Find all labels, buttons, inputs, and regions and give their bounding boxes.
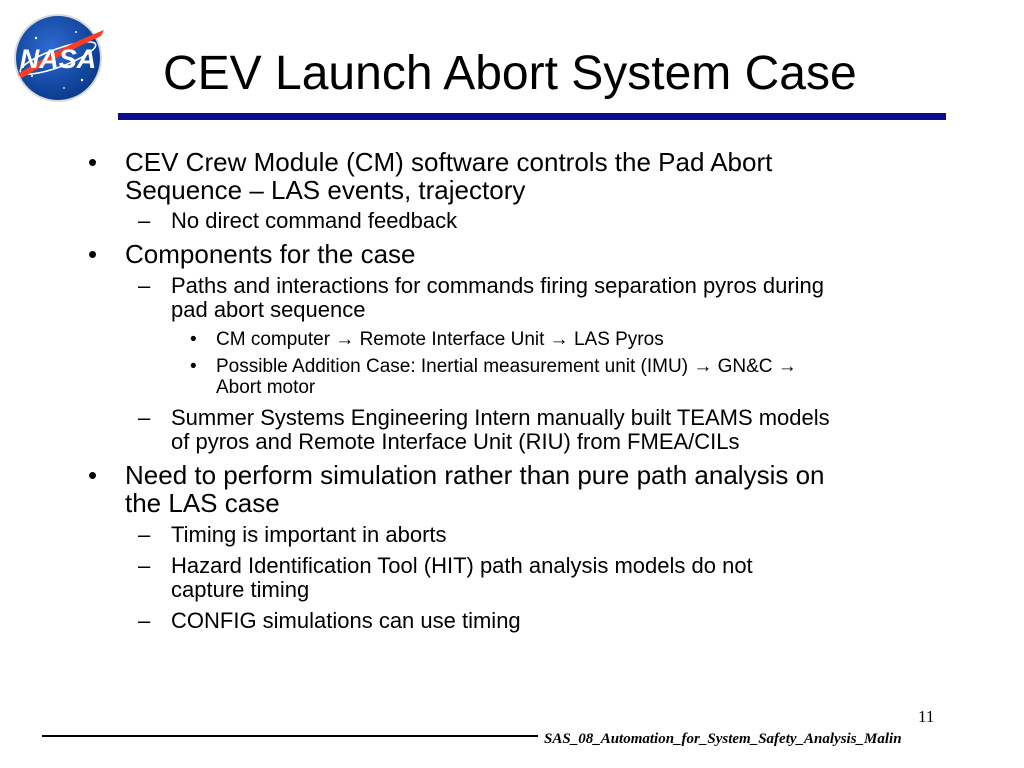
- page-number: 11: [918, 707, 935, 726]
- sub-bullet-text: Summer Systems Engineering Intern manually built TEAMS models: [171, 405, 830, 430]
- sub-bullet-text: CONFIG simulations can use timing: [171, 608, 521, 633]
- bullet-mark: •: [88, 147, 98, 177]
- sub-sub-bullet-text: Possible Addition Case: Inertial measurement unit (IMU) → GN&C →: [216, 356, 797, 377]
- bullet-text: Components for the case: [125, 239, 416, 269]
- sub-bullet-item: [138, 608, 521, 633]
- footer-rule: [42, 735, 538, 737]
- sub-sub-bullet-text: CM computer → Remote Interface Unit → LAS Pyros: [216, 329, 664, 350]
- sub-bullet-item: [138, 273, 825, 322]
- sub-bullet-item: [138, 553, 753, 602]
- bullet-continuation: the LAS case: [125, 488, 280, 518]
- sub-bullet-mark: –: [138, 522, 151, 547]
- sub-bullet-continuation: of pyros and Remote Interface Unit (RIU) from FMEA/CILs: [171, 429, 740, 454]
- sub-sub-bullet-continuation: Abort motor: [216, 377, 316, 398]
- nasa-logo-text: NASA: [19, 44, 97, 74]
- sub-bullet-text: Paths and interactions for commands firing separation pyros during: [171, 273, 825, 298]
- bullet-mark: •: [88, 460, 98, 490]
- sub-bullet-continuation: capture timing: [171, 577, 310, 602]
- slide-title: CEV Launch Abort System Case: [163, 47, 857, 100]
- sub-bullet-mark: –: [138, 405, 151, 430]
- sub-bullet-mark: –: [138, 608, 151, 633]
- bullet-mark: •: [88, 239, 98, 269]
- sub-sub-bullet-mark: •: [190, 356, 197, 377]
- bullet-text: CEV Crew Module (CM) software controls the Pad Abort: [125, 147, 773, 177]
- sub-bullet-continuation: pad abort sequence: [171, 297, 366, 322]
- sub-bullet-item: [138, 208, 458, 233]
- bullet-text: Need to perform simulation rather than pure path analysis on: [125, 460, 825, 490]
- sub-bullet-mark: –: [138, 273, 151, 298]
- sub-sub-bullet-mark: •: [190, 329, 197, 350]
- bullet-continuation: Sequence – LAS events, trajectory: [125, 175, 526, 205]
- sub-bullet-mark: –: [138, 553, 151, 578]
- sub-bullet-text: Hazard Identification Tool (HIT) path analysis models do not: [171, 553, 753, 578]
- bullet-item: [88, 460, 825, 518]
- footer-text: SAS_08_Automation_for_System_Safety_Analysis_Malin: [544, 731, 902, 747]
- bullet-item: [88, 147, 773, 205]
- sub-sub-bullet-item: [190, 329, 664, 350]
- bullet-item: [88, 239, 416, 269]
- sub-bullet-item: [138, 405, 830, 454]
- sub-bullet-text: Timing is important in aborts: [171, 522, 447, 547]
- sub-bullet-item: [138, 522, 447, 547]
- sub-bullet-mark: –: [138, 208, 151, 233]
- sub-bullet-text: No direct command feedback: [171, 208, 458, 233]
- sub-sub-bullet-item: [190, 356, 797, 398]
